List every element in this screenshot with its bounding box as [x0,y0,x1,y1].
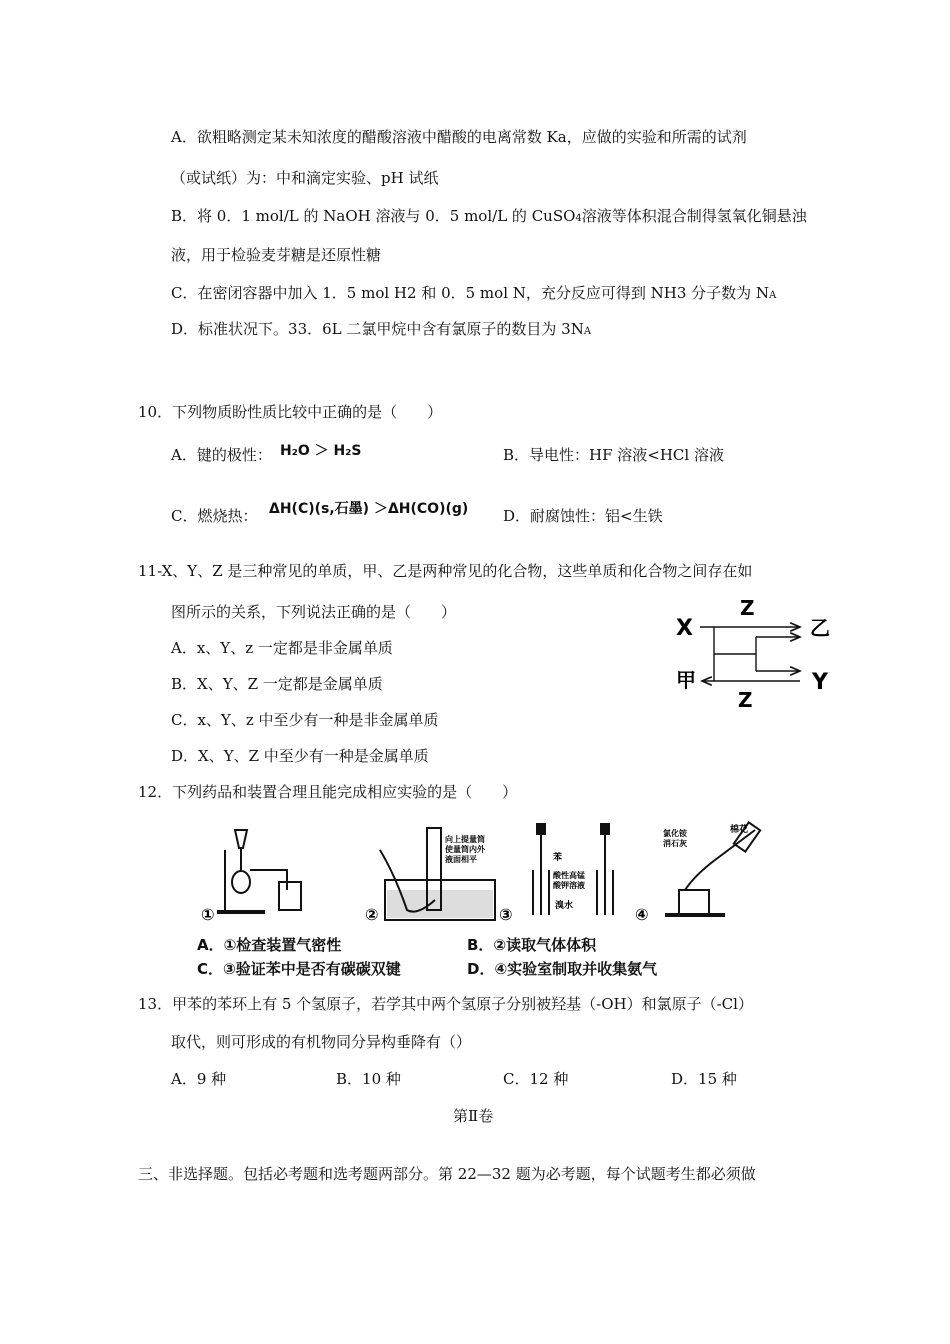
q10-option-c-formula: ΔH(C)(s,石墨) ＞ΔH(CO)(g) [269,501,469,517]
apparatus-2-label: 向上提量筒使量筒内外液面相平 [445,835,485,864]
q9-option-b-line2: 液，用于检验麦芽糖是还原性糖 [171,246,382,264]
diagram-z-bottom-label: Z [738,688,753,712]
q9-option-a-line1: A．欲粗略测定某未知浓度的醋酸溶液中醋酸的电离常数 Ka，应做的实验和所需的试剂 [171,128,747,146]
q9-option-b-line1 [171,206,807,229]
q13-option-c: C．12 种 [503,1070,569,1088]
q12-option-b: B．②读取气体体积 [467,936,597,954]
q11-option-d: D．X、Y、Z 中至少有一种是金属单质 [171,747,429,765]
q11-reaction-diagram [670,595,840,715]
q12-option-a: A．①检查装置气密性 [197,936,342,954]
apparatus-4-label-cotton: 棉花 [730,825,749,835]
apparatus-1 [217,830,301,912]
q12-option-c: C．③验证苯中是否有碳碳双键 [197,960,401,978]
diagram-z-top-label: Z [740,596,755,620]
diagram-y-label: Y [812,670,828,695]
apparatus-4-label-reagents: 氯化铵消石灰 [663,829,687,848]
apparatus-3-label-benzene: 苯 [553,853,563,863]
section-title: 第Ⅱ卷 [453,1107,494,1125]
q11-option-a: A．x、Y、z 一定都是非金属单质 [171,639,393,657]
apparatus-3-label-bromine: 溴水 [555,901,574,911]
q10-option-c-label: C．燃烧热： [171,507,258,525]
q11-option-c: C．x、Y、z 中至少有一种是非金属单质 [171,711,439,729]
part3-instructions: 三、非选择题。包括必考题和选考题两部分。第 22—32 题为必考题，每个试题考生都必须做 [138,1165,756,1183]
q9-option-b-subscript: 4 [575,213,582,224]
q9-option-b-text: B．将 0．1 mol/L 的 NaOH 溶液与 0．5 mol/L 的 CuSO [171,207,576,225]
q12-apparatus-figure [195,820,785,930]
q10-option-d: D．耐腐蚀性：铝<生铁 [503,507,663,525]
q12-option-d: D．④实验室制取并收集氨气 [467,960,658,978]
apparatus-1-number: ① [201,905,215,924]
apparatus-4-number: ④ [635,905,649,924]
apparatus-2-number: ② [365,905,379,924]
q9-option-b-text-cont: 溶液等体积混合制得氢氧化铜悬浊 [581,207,807,225]
diagram-yi-label: 乙 [810,616,830,640]
diagram-jia-label: 甲 [676,668,696,692]
q10-option-a-formula: H₂O ＞ H₂S [280,443,362,459]
apparatus-3-number: ③ [499,905,513,924]
q11-option-b: B．X、Y、Z 一定都是金属单质 [171,675,383,693]
q13-stem-line2: 取代，则可形成的有机物同分异构垂降有（） [171,1033,472,1051]
diagram-x-label: X [676,616,693,641]
q9-option-c-text: C．在密闭容器中加入 1．5 mol H2 和 0．5 mol N，充分反应可得到 NH3 分子数为 N [171,284,770,302]
q9-option-d-text: D．标准状况下。33．6L 二氯甲烷中含有氯原子的数目为 3N [171,320,584,338]
q13-option-a: A．9 种 [171,1070,227,1088]
q9-option-d-subscript: A [583,326,592,337]
q9-option-c-subscript: A [769,290,777,301]
q10-option-a-label: A．键的极性： [171,446,272,464]
apparatus-3-label-kmno4: 酸性高锰酸钾溶液 [553,871,585,890]
q9-option-c [171,283,776,306]
q13-option-d: D．15 种 [671,1070,737,1088]
q11-stem-line1: 11-X、Y、Z 是三种常见的单质，甲、乙是两种常见的化合物，这些单质和化合物之间存在如 [138,562,753,580]
q13-stem-line1: 13．甲苯的苯环上有 5 个氢原子，若学其中两个氢原子分别被羟基（-OH）和氯原子（-Cl） [138,995,753,1013]
q9-option-a-line2: （或试纸）为：中和滴定实验、pH 试纸 [171,169,439,187]
q10-option-b: B．导电性：HF 溶液<HCl 溶液 [503,446,724,464]
q13-option-b: B．10 种 [336,1070,401,1088]
q11-stem-line2: 图所示的关系，下列说法正确的是（ ） [171,603,457,621]
q10-stem: 10．下列物质盼性质比较中正确的是（ ） [138,403,443,421]
q12-stem: 12．下列药品和装置合理且能完成相应实验的是（ ） [138,783,518,801]
q9-option-d [171,319,591,342]
